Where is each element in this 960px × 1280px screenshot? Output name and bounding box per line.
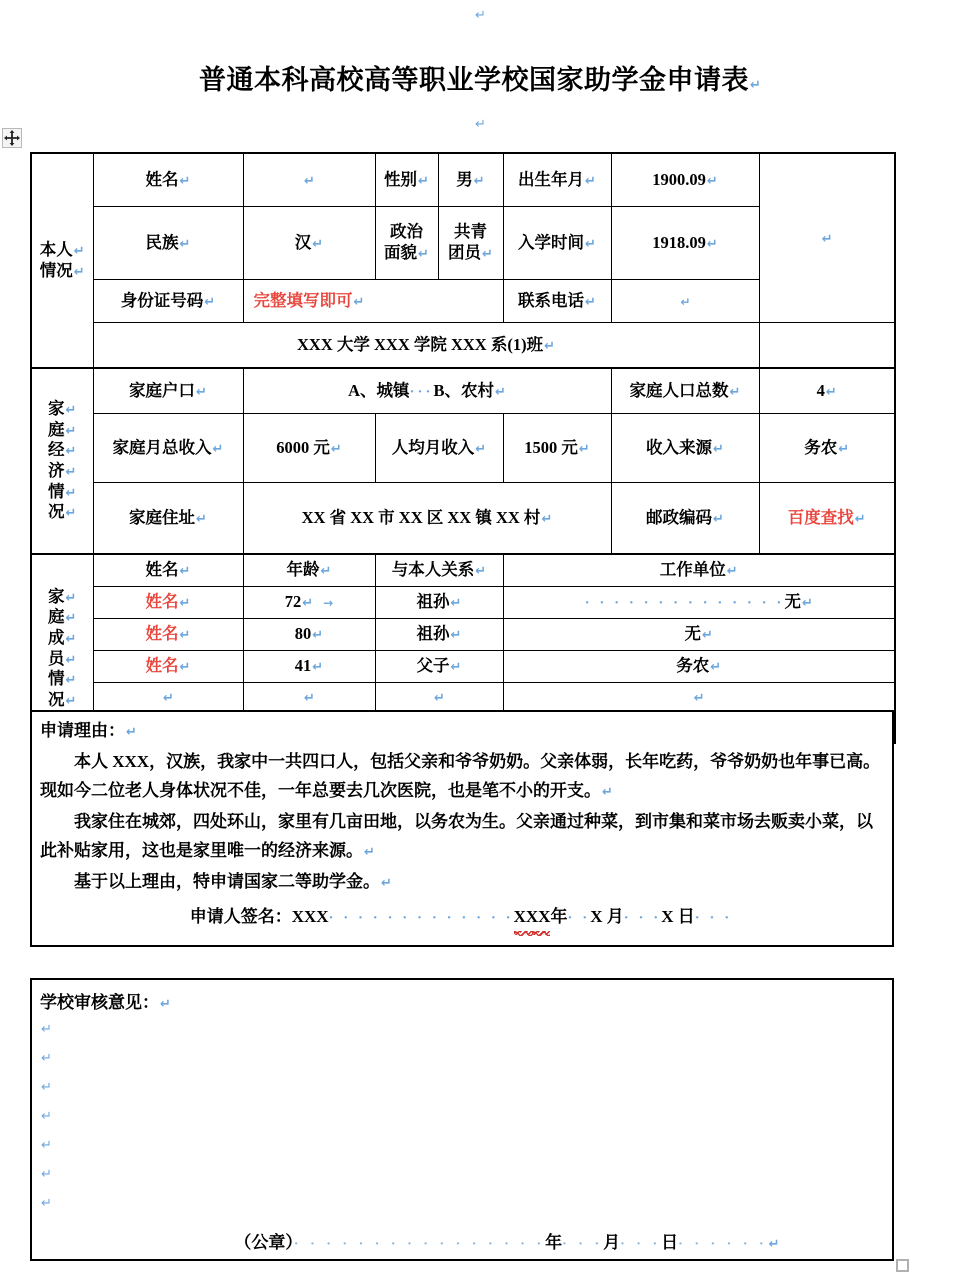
pilcrow-icon: ↵ (160, 997, 171, 1012)
reason-paragraph[interactable]: 我家住在城郊，四处环山，家里有几亩田地，以务农为生。父亲通过种菜，到市集和菜市场去贩卖小菜，以此补贴家用，这也是家里唯一的经济来源。↵ (40, 812, 873, 860)
cell-member-workplace[interactable] (503, 683, 895, 713)
leader-dots: · · · · · · · · · · · · · · · · (293, 1237, 546, 1252)
school-review-blank-line[interactable] (32, 1158, 892, 1187)
pilcrow-icon: ↵ (65, 611, 77, 627)
stamp-label: （公章） (234, 1233, 294, 1252)
move-cross-icon (3, 129, 21, 147)
leader-dots: · · · (623, 910, 662, 926)
pilcrow-icon: ↵ (312, 628, 324, 644)
pilcrow-icon: ↵ (41, 1051, 52, 1066)
pilcrow-icon: ↵ (418, 247, 429, 262)
cell-member-relation[interactable]: 父子↵ (375, 651, 503, 683)
cell-member-workplace[interactable]: 务农↵ (503, 651, 895, 683)
col-header-member-name: 姓名↵ (93, 554, 243, 587)
pilcrow-icon: ↵ (204, 294, 216, 310)
col-header-member-age: 年龄↵ (243, 554, 375, 587)
leader-dots: · · · · · · · · · · · · · (328, 910, 514, 926)
pilcrow-icon: ↵ (680, 294, 691, 309)
pilcrow-icon: ↵ (702, 628, 713, 644)
pilcrow-icon: ↵ (710, 660, 722, 676)
pilcrow-icon: ↵ (495, 384, 506, 400)
pilcrow-icon: ↵ (65, 403, 77, 419)
pilcrow-icon: ↵ (41, 1138, 52, 1153)
pilcrow-icon: ↵ (726, 564, 738, 580)
value-name[interactable] (243, 153, 375, 207)
pilcrow-icon: ↵ (312, 660, 324, 676)
cell-member-age[interactable]: 72↵ → (243, 587, 375, 619)
pilcrow-icon: ↵ (65, 444, 77, 460)
pilcrow-icon: ↵ (578, 441, 590, 457)
pilcrow-icon: ↵ (585, 236, 596, 252)
cell-member-name[interactable]: 姓名↵ (93, 587, 243, 619)
review-year-unit: 年 (545, 1233, 563, 1252)
main-form-table (30, 152, 896, 744)
signature-date-month[interactable]: X (590, 907, 603, 926)
pilcrow-icon: ↵ (602, 785, 613, 800)
label-birth-date: 出生年月↵ (503, 153, 611, 207)
pilcrow-icon: ↵ (65, 590, 77, 606)
pilcrow-icon: ↵ (73, 243, 85, 259)
pilcrow-icon: ↵ (364, 845, 375, 860)
value-family-population[interactable]: 4↵ (759, 368, 895, 414)
school-review-blank-line[interactable] (32, 1042, 892, 1071)
pilcrow-icon: ↵ (179, 596, 191, 612)
pilcrow-icon: ↵ (729, 384, 741, 400)
school-review-box (30, 978, 894, 1261)
page-title-text: 普通本科高校高等职业学校国家助学金申请表 (199, 65, 750, 95)
pilcrow-icon: ↵ (65, 506, 77, 522)
pilcrow-icon: ↵ (304, 173, 315, 189)
pilcrow-icon: ↵ (41, 1196, 52, 1211)
table-resize-handle[interactable] (896, 1259, 909, 1272)
pilcrow-icon: ↵ (838, 441, 850, 457)
pilcrow-icon: ↵ (65, 652, 77, 668)
signature-value[interactable]: XXX (291, 907, 329, 926)
pilcrow-icon: ↵ (482, 247, 493, 262)
table-move-handle[interactable] (2, 128, 22, 148)
pilcrow-icon: ↵ (330, 441, 342, 457)
spellcheck-squiggle-icon (514, 930, 551, 936)
school-review-blank-line[interactable] (32, 1013, 892, 1042)
label-home-address: 家庭住址↵ (93, 483, 243, 555)
label-family-population: 家庭人口总数↵ (611, 368, 759, 414)
pilcrow-icon: ↵ (475, 8, 486, 23)
review-month-unit: 月 (603, 1233, 621, 1252)
leader-dots: · · · (620, 1237, 662, 1252)
application-reason-box (30, 710, 894, 947)
label-gender: 性别↵ (375, 153, 438, 207)
pilcrow-icon: ↵ (196, 511, 207, 527)
pilcrow-icon: ↵ (212, 441, 224, 457)
pilcrow-icon: ↵ (418, 173, 429, 189)
pilcrow-icon: ↵ (713, 441, 724, 457)
pilcrow-icon: ↵ (450, 660, 462, 676)
pilcrow-icon: ↵ (320, 564, 332, 580)
school-review-blank-line[interactable] (32, 1187, 892, 1216)
leader-dots: · · (567, 910, 591, 926)
leader-dots: · · · (694, 910, 733, 926)
pilcrow-icon: ↵ (65, 631, 77, 647)
table-row (31, 414, 895, 483)
school-review-blank-line[interactable] (32, 1071, 892, 1100)
reason-paragraph[interactable]: 基于以上理由，特申请国家二等助学金。↵ (74, 872, 392, 891)
value-birth-date[interactable]: 1900.09↵ (611, 153, 759, 207)
label-id-number: 身份证号码↵ (93, 280, 243, 323)
value-gender[interactable]: 男↵ (438, 153, 503, 207)
label-ethnicity: 民族↵ (93, 207, 243, 280)
cell-member-name[interactable]: 姓名↵ (93, 651, 243, 683)
reason-heading: 申请理由：↵ (40, 721, 137, 740)
leader-dots: · · · (562, 1237, 604, 1252)
table-row (31, 619, 895, 651)
table-row (31, 587, 895, 619)
pilcrow-icon: ↵ (65, 693, 77, 709)
pilcrow-icon: ↵ (302, 596, 314, 612)
cell-member-relation[interactable]: 祖孙↵ (375, 619, 503, 651)
value-home-address[interactable]: XX 省 XX 市 XX 区 XX 镇 XX 村↵ (243, 483, 611, 555)
pilcrow-icon: ↵ (475, 117, 486, 132)
table-row (31, 153, 895, 207)
col-header-member-relation: 与本人关系↵ (375, 554, 503, 587)
pilcrow-icon: ↵ (163, 691, 174, 707)
label-political-status: 政治 面貌↵ (375, 207, 438, 280)
pilcrow-icon: ↵ (65, 465, 77, 480)
pilcrow-icon: ↵ (41, 1167, 52, 1182)
pilcrow-icon: ↵ (825, 384, 837, 400)
section-label-personal: 本人↵ 情况↵ (31, 153, 93, 368)
pilcrow-icon: ↵ (196, 384, 207, 400)
table-row (31, 368, 895, 414)
label-income-source: 收入来源↵ (611, 414, 759, 483)
table-row (31, 651, 895, 683)
label-phone: 联系电话↵ (503, 280, 611, 323)
subtitle-paragraph-mark-row (0, 115, 960, 133)
cell-member-name[interactable] (93, 683, 243, 713)
signature-line (40, 902, 882, 933)
pilcrow-icon: ↵ (750, 78, 761, 93)
leader-dots: · · · · · · (678, 1237, 768, 1252)
pilcrow-icon: ↵ (706, 236, 718, 252)
label-postcode: 邮政编码↵ (611, 483, 759, 555)
table-row (31, 683, 895, 713)
value-ethnicity[interactable]: 汉↵ (243, 207, 375, 280)
col-header-member-workplace: 工作单位↵ (503, 554, 895, 587)
top-paragraph-mark-row (0, 6, 960, 24)
cell-member-relation[interactable]: 祖孙↵ (375, 587, 503, 619)
table-row (31, 323, 895, 369)
cell-member-age[interactable]: 41↵ (243, 651, 375, 683)
pilcrow-icon: ↵ (304, 691, 315, 707)
pilcrow-icon: ↵ (473, 173, 485, 189)
label-per-capita-income: 人均月收入↵ (375, 414, 503, 483)
month-unit: 月 (606, 907, 624, 926)
year-unit: 年 (550, 907, 568, 926)
pilcrow-icon: ↵ (381, 876, 392, 891)
pilcrow-icon: ↵ (475, 564, 487, 580)
pilcrow-icon: ↵ (434, 691, 445, 707)
pilcrow-icon: ↵ (475, 441, 487, 457)
pilcrow-icon: ↵ (801, 596, 813, 612)
table-row (31, 554, 895, 587)
school-review-blank-line[interactable] (32, 1100, 892, 1129)
review-day-unit: 日 (661, 1233, 679, 1252)
pilcrow-icon: ↵ (65, 423, 77, 439)
pilcrow-icon: ↵ (450, 628, 462, 644)
pilcrow-icon: ↵ (41, 1022, 52, 1037)
pilcrow-icon: ↵ (544, 338, 555, 354)
signature-date-day[interactable]: X (661, 907, 674, 926)
pilcrow-icon: ↵ (713, 511, 724, 527)
value-household-type[interactable]: A、城镇···B、农村↵ (243, 368, 611, 414)
cell-member-relation[interactable] (375, 683, 503, 713)
pilcrow-icon: ↵ (585, 294, 596, 310)
pilcrow-icon: ↵ (179, 173, 191, 189)
leader-dots: · · · · · · · · · · · · · · (584, 595, 785, 612)
pilcrow-icon: ↵ (65, 673, 77, 689)
pilcrow-icon: ↵ (854, 511, 866, 527)
reason-paragraph[interactable]: 本人 XXX，汉族，我家中一共四口人，包括父亲和爷爷奶奶。父亲体弱，长年吃药，爷爷奶奶也年事已高。现如今二位老人身体状况不佳，一年总要去几次医院，也是笔不小的开支。↵ (40, 752, 881, 800)
photo-cell-bottom (759, 323, 895, 369)
table-row (31, 483, 895, 555)
value-phone[interactable] (611, 280, 759, 323)
signature-date-year[interactable]: XXX (514, 902, 551, 931)
value-monthly-income[interactable]: 6000 元↵ (243, 414, 375, 483)
value-postcode[interactable]: 百度查找↵ (759, 483, 895, 555)
pilcrow-icon: ↵ (179, 236, 191, 252)
photo-cell[interactable] (759, 153, 895, 323)
official-stamp-line (32, 1228, 892, 1253)
pilcrow-icon: ↵ (768, 1237, 780, 1252)
pilcrow-icon: ↵ (541, 511, 553, 527)
section-label-members: 家↵ 庭↵ 成↵ 员↵ 情↵ 况↵ (31, 554, 93, 743)
pilcrow-icon: ↵ (65, 485, 77, 501)
application-reason-content (32, 712, 892, 933)
value-id-number[interactable]: 完整填写即可↵ (243, 280, 503, 323)
label-household-type: 家庭户口↵ (93, 368, 243, 414)
pilcrow-icon: ↵ (312, 236, 324, 252)
pilcrow-icon: ↵ (706, 173, 718, 189)
signature-label: 申请人签名： (189, 907, 292, 926)
school-review-blank-line[interactable] (32, 1129, 892, 1158)
pilcrow-icon: ↵ (821, 231, 833, 247)
cell-member-name[interactable]: 姓名↵ (93, 619, 243, 651)
pilcrow-icon: ↵ (126, 725, 137, 740)
pilcrow-icon: ↵ (179, 660, 191, 676)
cell-member-workplace[interactable]: 无↵ (503, 619, 895, 651)
pilcrow-icon: ↵ (41, 1080, 52, 1095)
page-title (0, 58, 960, 97)
pilcrow-icon: ↵ (179, 628, 191, 644)
pilcrow-icon: ↵ (585, 173, 596, 189)
pilcrow-icon: ↵ (41, 1109, 52, 1124)
cell-member-age[interactable] (243, 683, 375, 713)
label-name: 姓名↵ (93, 153, 243, 207)
value-school-class[interactable]: XXX 大学 XXX 学院 XXX 系(1)班↵ (93, 323, 759, 369)
cell-member-workplace[interactable]: · · · · · · · · · · · · · ·无↵ (503, 587, 895, 619)
cell-member-age[interactable]: 80↵ (243, 619, 375, 651)
pilcrow-icon: ↵ (179, 564, 191, 580)
day-unit: 日 (677, 907, 695, 926)
value-income-source[interactable]: 务农↵ (759, 414, 895, 483)
label-enrollment-date: 入学时间↵ (503, 207, 611, 280)
pilcrow-icon: ↵ (693, 691, 705, 707)
value-per-capita-income[interactable]: 1500 元↵ (503, 414, 611, 483)
tab-arrow-icon: → (323, 596, 334, 611)
value-enrollment-date[interactable]: 1918.09↵ (611, 207, 759, 280)
pilcrow-icon: ↵ (353, 294, 365, 310)
pilcrow-icon: ↵ (73, 264, 85, 280)
pilcrow-icon: ↵ (450, 596, 462, 612)
label-monthly-income: 家庭月总收入↵ (93, 414, 243, 483)
school-review-heading: 学校审核意见：↵ (40, 993, 171, 1012)
value-political-status[interactable]: 共青 团员↵ (438, 207, 503, 280)
section-label-economy: 家↵ 庭↵ 经↵ 济↵ 情↵ 况↵ (31, 368, 93, 554)
leader-dots: ··· (409, 383, 434, 400)
